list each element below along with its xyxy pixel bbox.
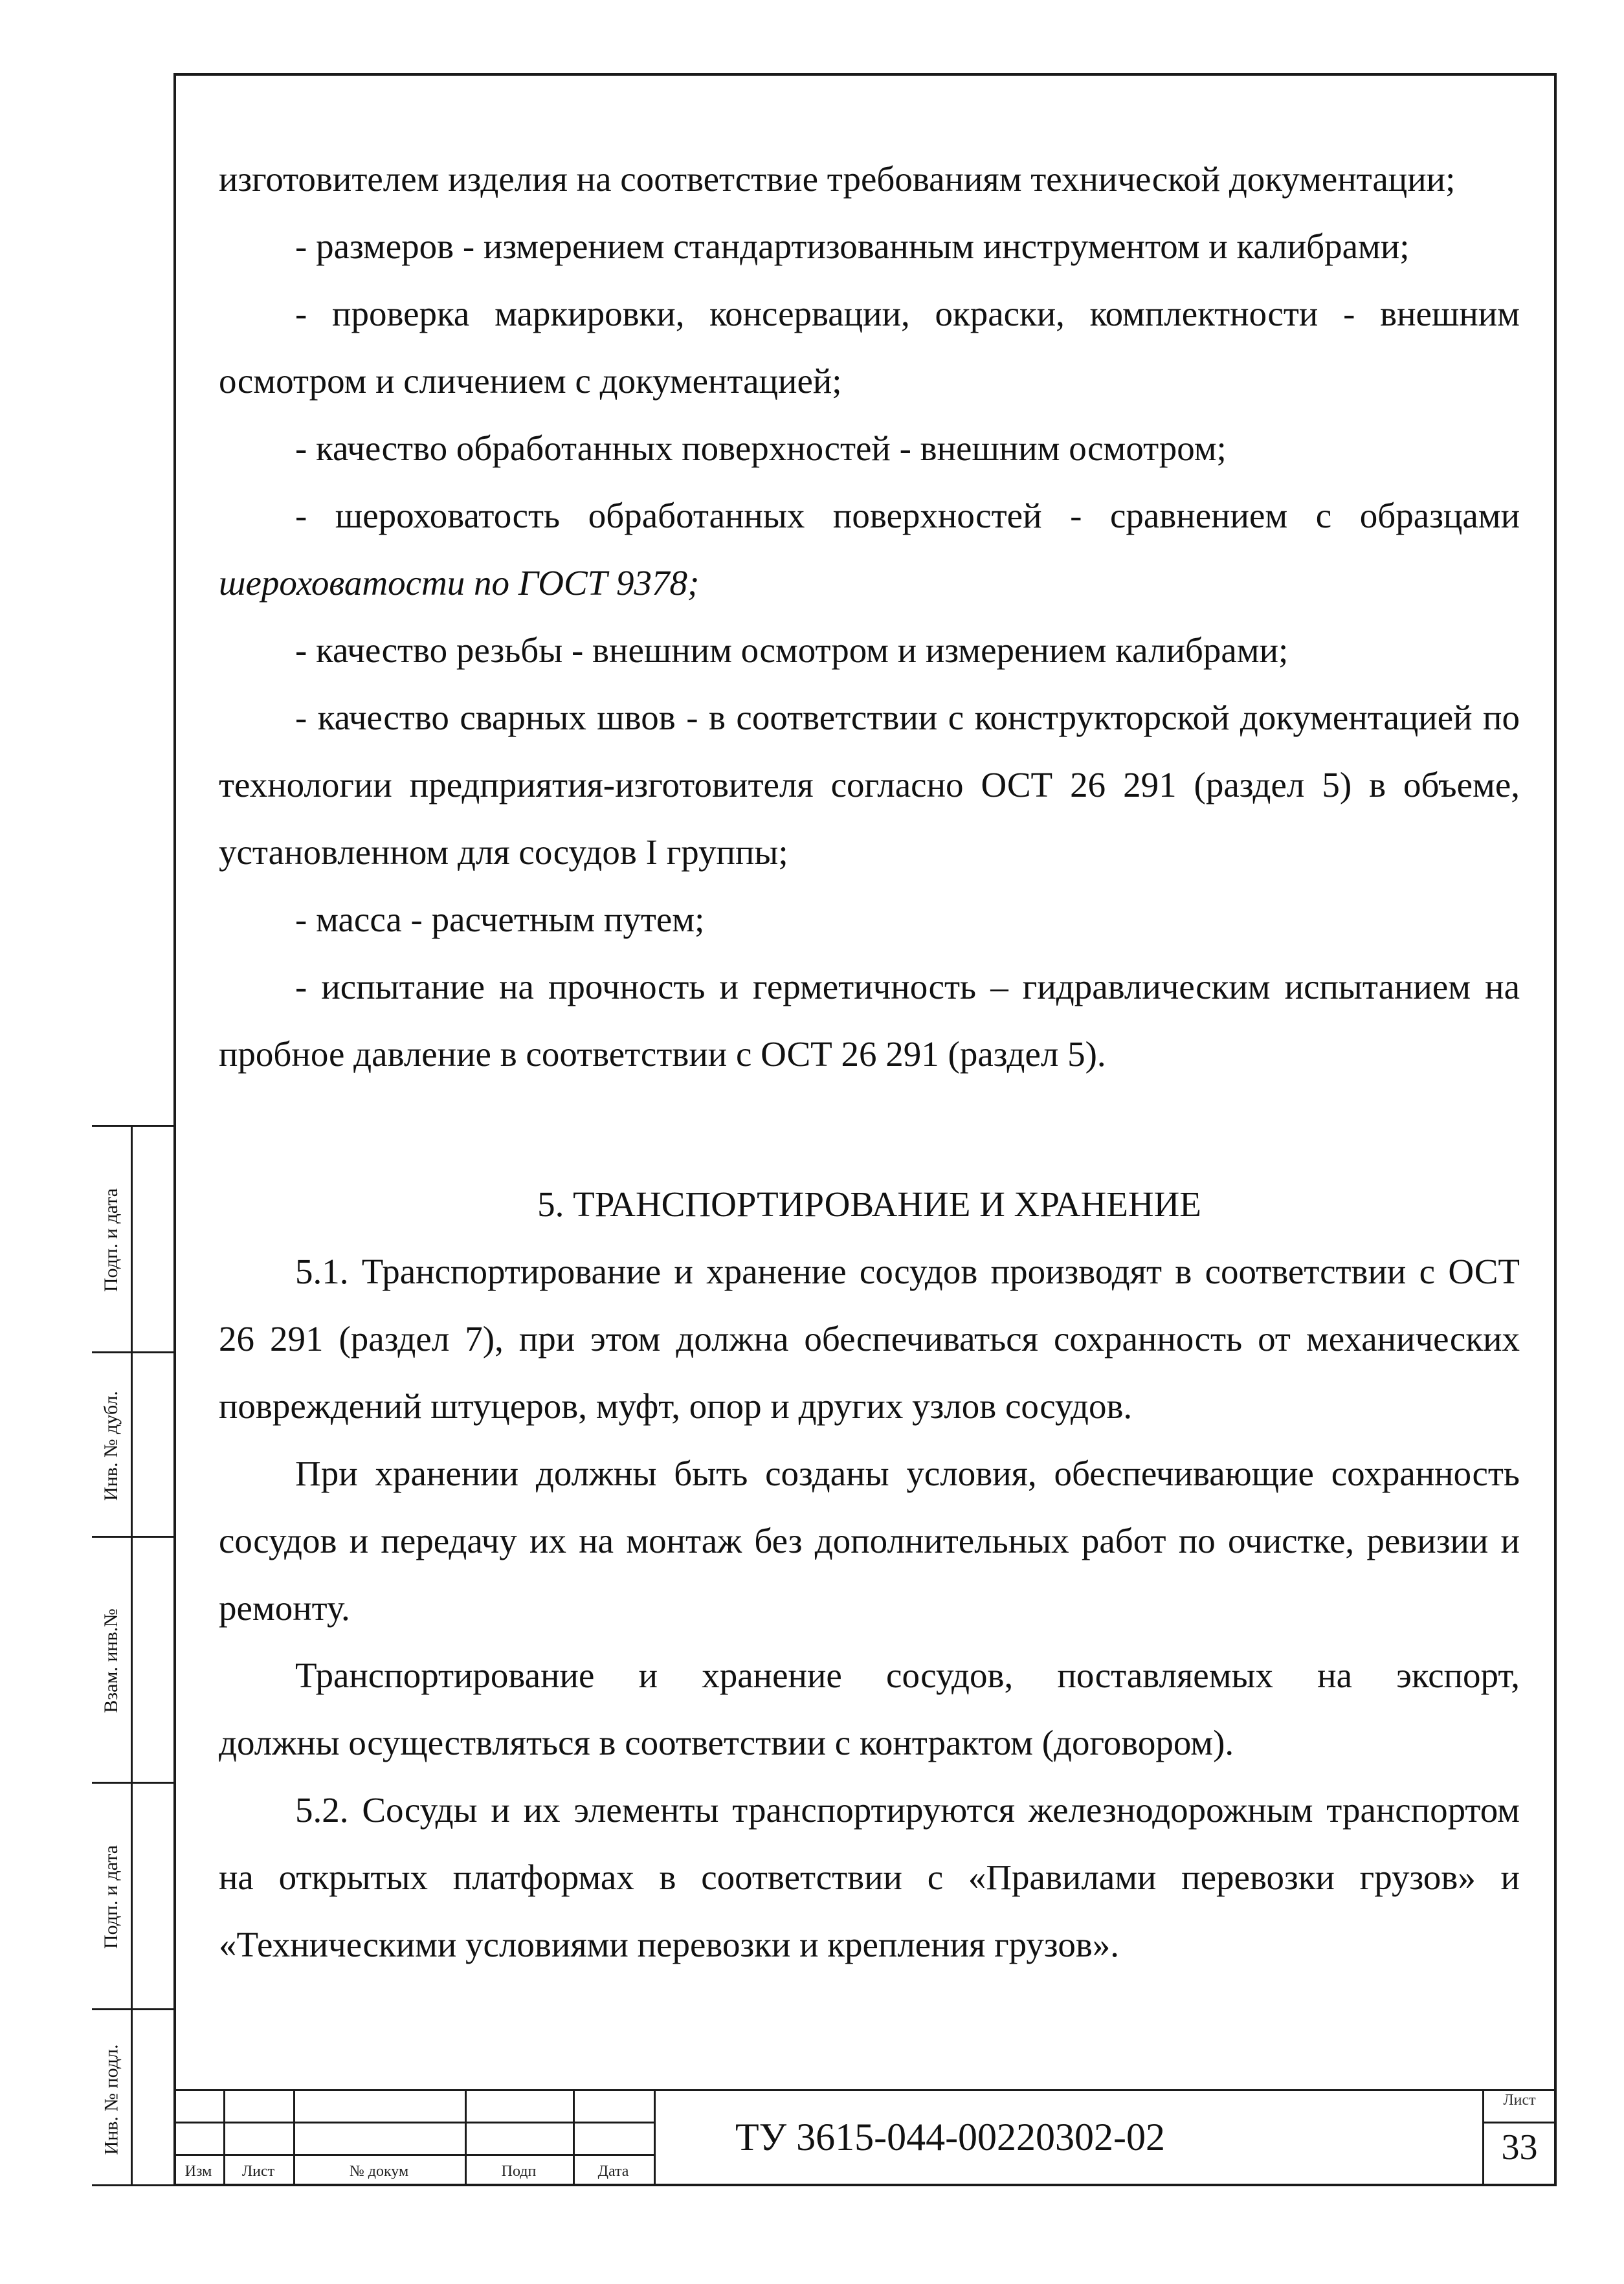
paragraph: 5.1. Транспортирование и хранение сосудов производят в соответствии с ОСТ 26 291 (раздел 7), при этом должна обеспечиваться сохранность от механических повреждений штуцеров, муфт, опор и других узлов сосудов. bbox=[219, 1252, 1520, 1426]
column-label: Изм bbox=[184, 2163, 212, 2180]
paragraph: - качество сварных швов - в соответствии с конструкторской документацией по технологии предприятия-изготовителя согласно ОСТ 26 291 (раздел 5) в объеме, установленном для сосудов I группы; bbox=[219, 698, 1520, 872]
paragraph: шероховатости по ГОСТ 9378; bbox=[219, 563, 700, 603]
title-block-line bbox=[1482, 2122, 1557, 2123]
strip-label: Подп. и дата bbox=[100, 1845, 122, 1949]
column-label: Лист bbox=[241, 2163, 275, 2180]
paragraph: - масса - расчетным путем; bbox=[295, 900, 705, 939]
title-block bbox=[173, 2089, 1557, 2186]
strip-divider bbox=[131, 1125, 133, 2186]
strip-cell bbox=[92, 1351, 173, 1536]
paragraph: - проверка маркировки, консервации, окраски, комплектности - внешним осмотром и сличением с документацией; bbox=[219, 294, 1520, 401]
strip-label: Инв. № дубл. bbox=[100, 1390, 122, 1501]
strip-cell bbox=[92, 1536, 173, 1782]
strip-label: Подп. и дата bbox=[100, 1188, 122, 1292]
strip-cell bbox=[92, 1782, 173, 2008]
sheet-number: 33 bbox=[1501, 2127, 1538, 2168]
title-block-line bbox=[173, 2154, 654, 2156]
paragraph: - качество обработанных поверхностей - внешним осмотром; bbox=[295, 428, 1227, 468]
paragraph: - размеров - измерением стандартизованным инструментом и калибрами; bbox=[295, 227, 1410, 266]
strip-label: Инв. № подл. bbox=[100, 2044, 122, 2155]
paragraph: Транспортирование и хранение сосудов, поставляемых на экспорт, bbox=[295, 1656, 1520, 1695]
paragraph: - качество резьбы - внешним осмотром и измерением калибрами; bbox=[295, 630, 1289, 670]
paragraph: - шероховатость обработанных поверхностей - сравнением с образцами bbox=[295, 496, 1520, 535]
column-label: Дата bbox=[597, 2163, 629, 2180]
title-block-line bbox=[654, 2089, 656, 2186]
strip-label: Взам. инв.№ bbox=[100, 1608, 122, 1713]
section-heading: 5. ТРАНСПОРТИРОВАНИЕ И ХРАНЕНИЕ bbox=[537, 1184, 1201, 1224]
paragraph: При хранении должны быть созданы условия, обеспечивающие сохранность сосудов и передачу их на монтаж без дополнительных работ по очистке, ревизии и ремонту. bbox=[219, 1454, 1520, 1628]
strip-cell bbox=[92, 2008, 173, 2186]
sheet-label: Лист bbox=[1503, 2092, 1536, 2109]
document-code: ТУ 3615-044-00220302-02 bbox=[735, 2116, 1166, 2158]
paragraph: 5.2. Сосуды и их элементы транспортируются железнодорожным транспортом на открытых платформах в соответствии с «Правилами перевозки грузов» и «Техническими условиями перевозки и крепления грузов». bbox=[219, 1790, 1520, 1964]
paragraph: изготовителем изделия на соответствие требованиям технической документации; bbox=[219, 159, 1456, 199]
strip-cell bbox=[92, 1125, 173, 1351]
paragraph: должны осуществляться в соответствии с контрактом (договором). bbox=[219, 1723, 1234, 1762]
binding-strip bbox=[92, 1125, 173, 2186]
title-block-line bbox=[173, 2122, 654, 2123]
paragraph: - испытание на прочность и герметичность – гидравлическим испытанием на пробное давление в соответствии с ОСТ 26 291 (раздел 5). bbox=[219, 967, 1520, 1074]
document-body bbox=[219, 146, 1520, 1979]
column-label: № докум bbox=[349, 2163, 409, 2180]
column-label: Подп bbox=[501, 2163, 537, 2180]
title-block-line bbox=[173, 2089, 1557, 2091]
